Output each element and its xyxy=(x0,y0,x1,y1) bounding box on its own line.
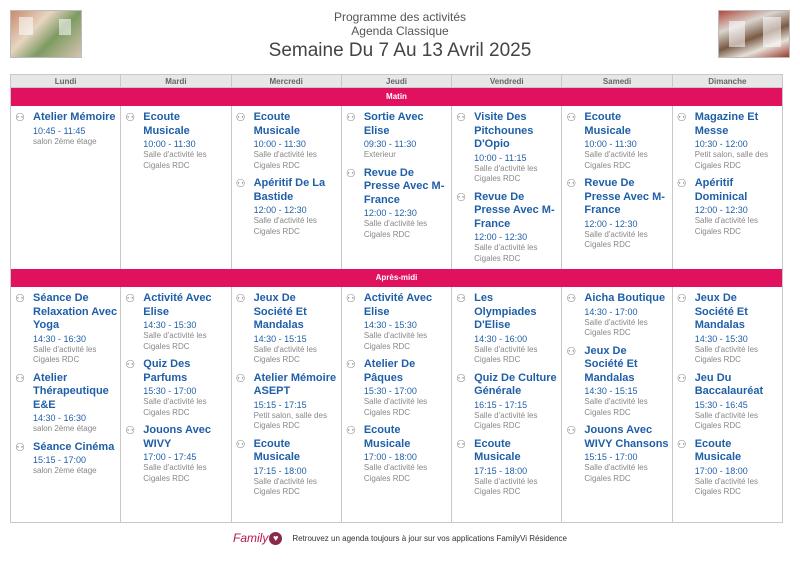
activity-place: Salle d'activité les Cigales RDC xyxy=(143,463,207,483)
activity-icon: ⚇ xyxy=(125,425,136,437)
day-header: Samedi xyxy=(562,75,672,87)
activity-place: Exterieur xyxy=(363,150,396,159)
activity-title: Activité Avec Elise xyxy=(143,292,212,318)
activity-title: Les Olympiades D'Elise xyxy=(474,292,537,331)
day-cell xyxy=(342,287,452,522)
activity-item[interactable] xyxy=(15,111,117,147)
activity-icon: ⚇ xyxy=(345,359,356,371)
activity-place: Salle d'activité les Cigales RDC xyxy=(143,397,207,417)
day-header: Jeudi xyxy=(342,75,452,87)
activity-place: Salle d'activité les Cigales RDC xyxy=(694,216,759,236)
activity-place: Salle d'activité les Cigales RDC xyxy=(253,476,317,496)
heart-icon: ♥ xyxy=(269,532,282,545)
activity-title: Jeu Du Baccalauréat xyxy=(694,371,764,397)
activity-item[interactable] xyxy=(456,438,558,498)
activity-icon: ⚇ xyxy=(235,438,246,451)
activity-place: Salle d'activité les Cigales RDC xyxy=(143,150,207,170)
activity-title: Visite Des Pitchounes D'Opio xyxy=(474,111,534,150)
activity-item[interactable] xyxy=(346,167,448,241)
activity-item[interactable] xyxy=(236,177,338,237)
activity-item[interactable] xyxy=(566,111,668,171)
activity-item[interactable] xyxy=(677,372,779,432)
activity-title: Jouons Avec WIVY Chansons xyxy=(584,424,669,450)
activity-title: Jouons Avec WIVY xyxy=(143,424,211,450)
activity-time: 12:00 - 12:30 xyxy=(253,205,307,215)
activity-item[interactable] xyxy=(125,111,227,171)
activity-item[interactable] xyxy=(236,372,338,432)
activity-place: Salle d'activité les Cigales RDC xyxy=(694,410,759,430)
activity-place: Salle d'activité les Cigales RDC xyxy=(363,397,428,417)
activity-place: Salle d'activité les Cigales RDC xyxy=(584,150,648,170)
activity-icon: ⚇ xyxy=(345,293,356,305)
activity-time: 14:30 - 17:00 xyxy=(584,306,638,317)
activity-place: Salle d'activité les Cigales RDC xyxy=(253,216,317,236)
activity-title: Jeux De Société Et Mandalas xyxy=(584,344,638,384)
activity-title: Sortie Avec Elise xyxy=(363,111,424,137)
activity-icon: ⚇ xyxy=(235,112,246,124)
days-header xyxy=(11,75,782,88)
band-afternoon: Après-midi xyxy=(11,269,782,287)
activity-place: salon 2ème étage xyxy=(33,466,97,475)
activity-title: Activité Avec Elise xyxy=(363,292,433,318)
activity-time: 14:30 - 16:00 xyxy=(474,333,528,344)
day-cell xyxy=(232,106,342,269)
activity-title: Aicha Boutique xyxy=(584,292,666,304)
activity-item[interactable] xyxy=(125,424,227,484)
row-afternoon xyxy=(11,287,782,522)
activity-title: Quiz De Culture Générale xyxy=(474,371,557,397)
activity-icon: ⚇ xyxy=(235,372,246,385)
activity-place: Salle d'activité les Cigales RDC xyxy=(584,317,648,337)
day-header: Mardi xyxy=(121,75,231,87)
activity-place: Salle d'activité les Cigales RDC xyxy=(33,344,97,364)
activity-icon: ⚇ xyxy=(15,293,25,305)
activity-time: 17:00 - 18:00 xyxy=(363,452,417,462)
activity-place: Salle d'activité les Cigales RDC xyxy=(363,331,428,351)
activity-icon: ⚇ xyxy=(125,112,136,124)
activity-icon: ⚇ xyxy=(566,425,577,437)
activity-time: 17:00 - 17:45 xyxy=(143,452,197,462)
activity-icon: ⚇ xyxy=(676,293,687,305)
activity-title: Séance De Relaxation Avec Yoga xyxy=(33,292,118,331)
activity-item[interactable] xyxy=(456,372,558,432)
activity-time: 15:15 - 17:00 xyxy=(33,455,87,465)
day-header: Mercredi xyxy=(232,75,342,87)
activity-item[interactable] xyxy=(15,372,117,435)
activity-time: 17:15 - 18:00 xyxy=(474,465,528,476)
activity-time: 14:30 - 15:30 xyxy=(143,320,197,330)
activity-item[interactable] xyxy=(566,177,668,251)
day-cell xyxy=(562,287,672,522)
activity-item[interactable] xyxy=(677,292,779,366)
activity-icon: ⚇ xyxy=(456,372,466,385)
activity-item[interactable] xyxy=(125,358,227,418)
activity-place: Salle d'activité les Cigales RDC xyxy=(694,344,759,364)
week-title: Semaine Du 7 Au 13 Avril 2025 xyxy=(268,40,532,61)
activity-time: 15:15 - 17:15 xyxy=(253,399,307,410)
activity-item[interactable] xyxy=(677,438,779,498)
activity-item[interactable] xyxy=(346,358,448,418)
activity-title: Atelier Thérapeutique E&E xyxy=(33,371,109,411)
day-cell xyxy=(673,106,782,269)
activity-title: Ecoute Musicale xyxy=(143,111,190,137)
activity-icon: ⚇ xyxy=(676,112,687,124)
activity-icon: ⚇ xyxy=(676,438,687,451)
activity-item[interactable] xyxy=(456,111,558,185)
activity-time: 16:15 - 17:15 xyxy=(474,399,528,410)
activity-icon: ⚇ xyxy=(676,372,687,385)
activity-title: Séance Cinéma xyxy=(33,440,115,453)
agenda-type: Agenda Classique xyxy=(351,24,449,38)
activity-place: Salle d'activité les Cigales RDC xyxy=(474,410,538,430)
activity-place: Salle d'activité les Cigales RDC xyxy=(584,229,648,249)
activity-time: 17:15 - 18:00 xyxy=(253,465,307,476)
activity-place: Salle d'activité les Cigales RDC xyxy=(474,163,538,183)
activity-title: Revue De Presse Avec M-France xyxy=(474,190,555,230)
activity-icon: ⚇ xyxy=(125,359,136,371)
activity-time: 17:00 - 18:00 xyxy=(694,465,748,476)
activity-item[interactable] xyxy=(566,292,668,339)
day-cell xyxy=(11,106,121,269)
day-header: Vendredi xyxy=(452,75,562,87)
day-header: Lundi xyxy=(11,75,121,87)
activity-item[interactable] xyxy=(15,441,117,477)
activity-icon: ⚇ xyxy=(345,112,356,124)
activity-item[interactable] xyxy=(346,292,448,352)
activity-item[interactable] xyxy=(236,292,338,366)
footer xyxy=(0,529,800,547)
activity-place: Salle d'activité les Cigales RDC xyxy=(253,344,317,364)
activity-place: Salle d'activité les Cigales RDC xyxy=(363,219,428,239)
activity-title: Ecoute Musicale xyxy=(253,111,301,137)
activity-icon: ⚇ xyxy=(566,178,577,190)
activity-time: 09:30 - 11:30 xyxy=(363,139,417,149)
activity-icon: ⚇ xyxy=(125,293,136,305)
day-cell xyxy=(562,106,672,269)
activity-title: Jeux De Société Et Mandalas xyxy=(694,292,748,331)
day-cell xyxy=(452,106,562,269)
activity-title: Ecoute Musicale xyxy=(474,437,521,463)
activity-time: 10:30 - 12:00 xyxy=(694,139,748,149)
activity-time: 14:30 - 15:15 xyxy=(253,333,307,344)
activity-item[interactable] xyxy=(15,292,117,366)
activity-title: Atelier Mémoire xyxy=(33,111,116,123)
activity-icon: ⚇ xyxy=(345,425,356,437)
activity-icon: ⚇ xyxy=(456,191,466,204)
footer-text: Retrouvez un agenda toujours à jour sur vos applications FamilyVi Résidence xyxy=(292,533,567,543)
activity-time: 10:45 - 11:45 xyxy=(33,125,86,136)
activity-title: Ecoute Musicale xyxy=(253,437,301,463)
activity-title: Ecoute Musicale xyxy=(694,437,742,463)
activity-title: Quiz Des Parfums xyxy=(143,358,191,384)
activity-place: Petit salon, salle des Cigales RDC xyxy=(253,410,327,430)
activity-place: Salle d'activité les Cigales RDC xyxy=(253,150,317,170)
activity-time: 10:00 - 11:30 xyxy=(253,139,306,149)
page-header xyxy=(0,10,800,63)
day-cell xyxy=(452,287,562,522)
activity-time: 14:30 - 15:30 xyxy=(363,320,417,330)
activity-place: Petit salon, salle des Cigales RDC xyxy=(694,150,769,170)
activity-time: 12:00 - 12:30 xyxy=(584,218,638,229)
activity-icon: ⚇ xyxy=(235,178,246,190)
activity-item[interactable] xyxy=(456,191,558,265)
schedule-grid xyxy=(10,74,783,523)
activity-icon: ⚇ xyxy=(566,112,577,124)
activity-item[interactable] xyxy=(566,424,668,484)
activity-place: Salle d'activité les Cigales RDC xyxy=(584,463,648,483)
activity-item[interactable] xyxy=(236,438,338,498)
activity-place: Salle d'activité les Cigales RDC xyxy=(474,476,538,496)
activity-icon: ⚇ xyxy=(456,438,466,451)
activity-title: Revue De Presse Avec M-France xyxy=(363,166,445,206)
activity-icon: ⚇ xyxy=(235,293,246,305)
activity-icon: ⚇ xyxy=(15,441,25,454)
activity-icon: ⚇ xyxy=(15,372,25,385)
activity-time: 10:00 - 11:30 xyxy=(584,139,637,149)
activity-title: Ecoute Musicale xyxy=(584,111,631,137)
activity-item[interactable] xyxy=(125,292,227,352)
activity-place: Salle d'activité les Cigales RDC xyxy=(584,397,648,417)
activity-icon: ⚇ xyxy=(345,167,356,180)
activity-time: 12:00 - 12:30 xyxy=(363,208,417,218)
activity-time: 14:30 - 16:30 xyxy=(33,333,87,344)
activity-title: Ecoute Musicale xyxy=(363,424,411,450)
activity-icon: ⚇ xyxy=(456,112,466,124)
activity-item[interactable] xyxy=(677,111,779,171)
activity-time: 10:00 - 11:15 xyxy=(474,152,527,163)
activity-place: Salle d'activité les Cigales RDC xyxy=(363,463,428,483)
day-cell xyxy=(121,287,231,522)
activity-title: Atelier Mémoire ASEPT xyxy=(253,371,337,397)
activity-title: Apéritif De La Bastide xyxy=(253,177,326,203)
activity-time: 14:30 - 15:30 xyxy=(694,333,748,344)
activity-place: salon 2ème étage xyxy=(33,136,97,146)
activity-title: Magazine Et Messe xyxy=(694,111,759,137)
activity-icon: ⚇ xyxy=(15,112,25,124)
day-cell xyxy=(342,106,452,269)
program-title: Programme des activités xyxy=(333,10,467,24)
activity-time: 12:00 - 12:30 xyxy=(694,205,748,215)
activity-time: 15:30 - 17:00 xyxy=(143,386,197,396)
familyvi-logo: Family ♥ xyxy=(233,531,282,545)
day-cell xyxy=(121,106,231,269)
activity-place: Salle d'activité les Cigales RDC xyxy=(143,331,207,351)
activity-place: salon 2ème étage xyxy=(33,424,97,433)
row-morning xyxy=(11,106,782,269)
activity-time: 14:30 - 16:30 xyxy=(33,413,87,423)
day-header: Dimanche xyxy=(708,77,747,86)
day-cell xyxy=(673,287,782,522)
activity-title: Revue De Presse Avec M-France xyxy=(584,177,665,216)
activity-item[interactable] xyxy=(566,345,668,419)
activity-icon: ⚇ xyxy=(566,345,577,358)
activity-item[interactable] xyxy=(236,111,338,171)
activity-icon: ⚇ xyxy=(566,293,577,305)
activity-item[interactable] xyxy=(346,111,448,161)
activity-place: Salle d'activité les Cigales RDC xyxy=(694,476,759,496)
activity-item[interactable] xyxy=(456,292,558,366)
activity-time: 14:30 - 15:15 xyxy=(584,386,638,396)
activity-time: 10:00 - 11:30 xyxy=(143,139,196,149)
activity-icon: ⚇ xyxy=(456,293,466,305)
activity-time: 15:30 - 17:00 xyxy=(363,386,417,396)
day-cell xyxy=(232,287,342,522)
activity-time: 15:15 - 17:00 xyxy=(584,452,638,462)
activity-title: Atelier De Pâques xyxy=(363,358,416,384)
activity-title: Apéritif Dominical xyxy=(694,177,748,203)
activity-place: Salle d'activité les Cigales RDC xyxy=(474,344,538,364)
activity-place: Salle d'activité les Cigales RDC xyxy=(474,243,538,263)
activity-title: Jeux De Société Et Mandalas xyxy=(253,292,307,331)
day-cell xyxy=(11,287,121,522)
activity-item[interactable] xyxy=(346,424,448,484)
activity-icon: ⚇ xyxy=(676,178,687,190)
band-morning: Matin xyxy=(11,88,782,106)
activity-item[interactable] xyxy=(677,177,779,237)
activity-time: 12:00 - 12:30 xyxy=(474,232,528,242)
activity-time: 15:30 - 16:45 xyxy=(694,399,748,410)
